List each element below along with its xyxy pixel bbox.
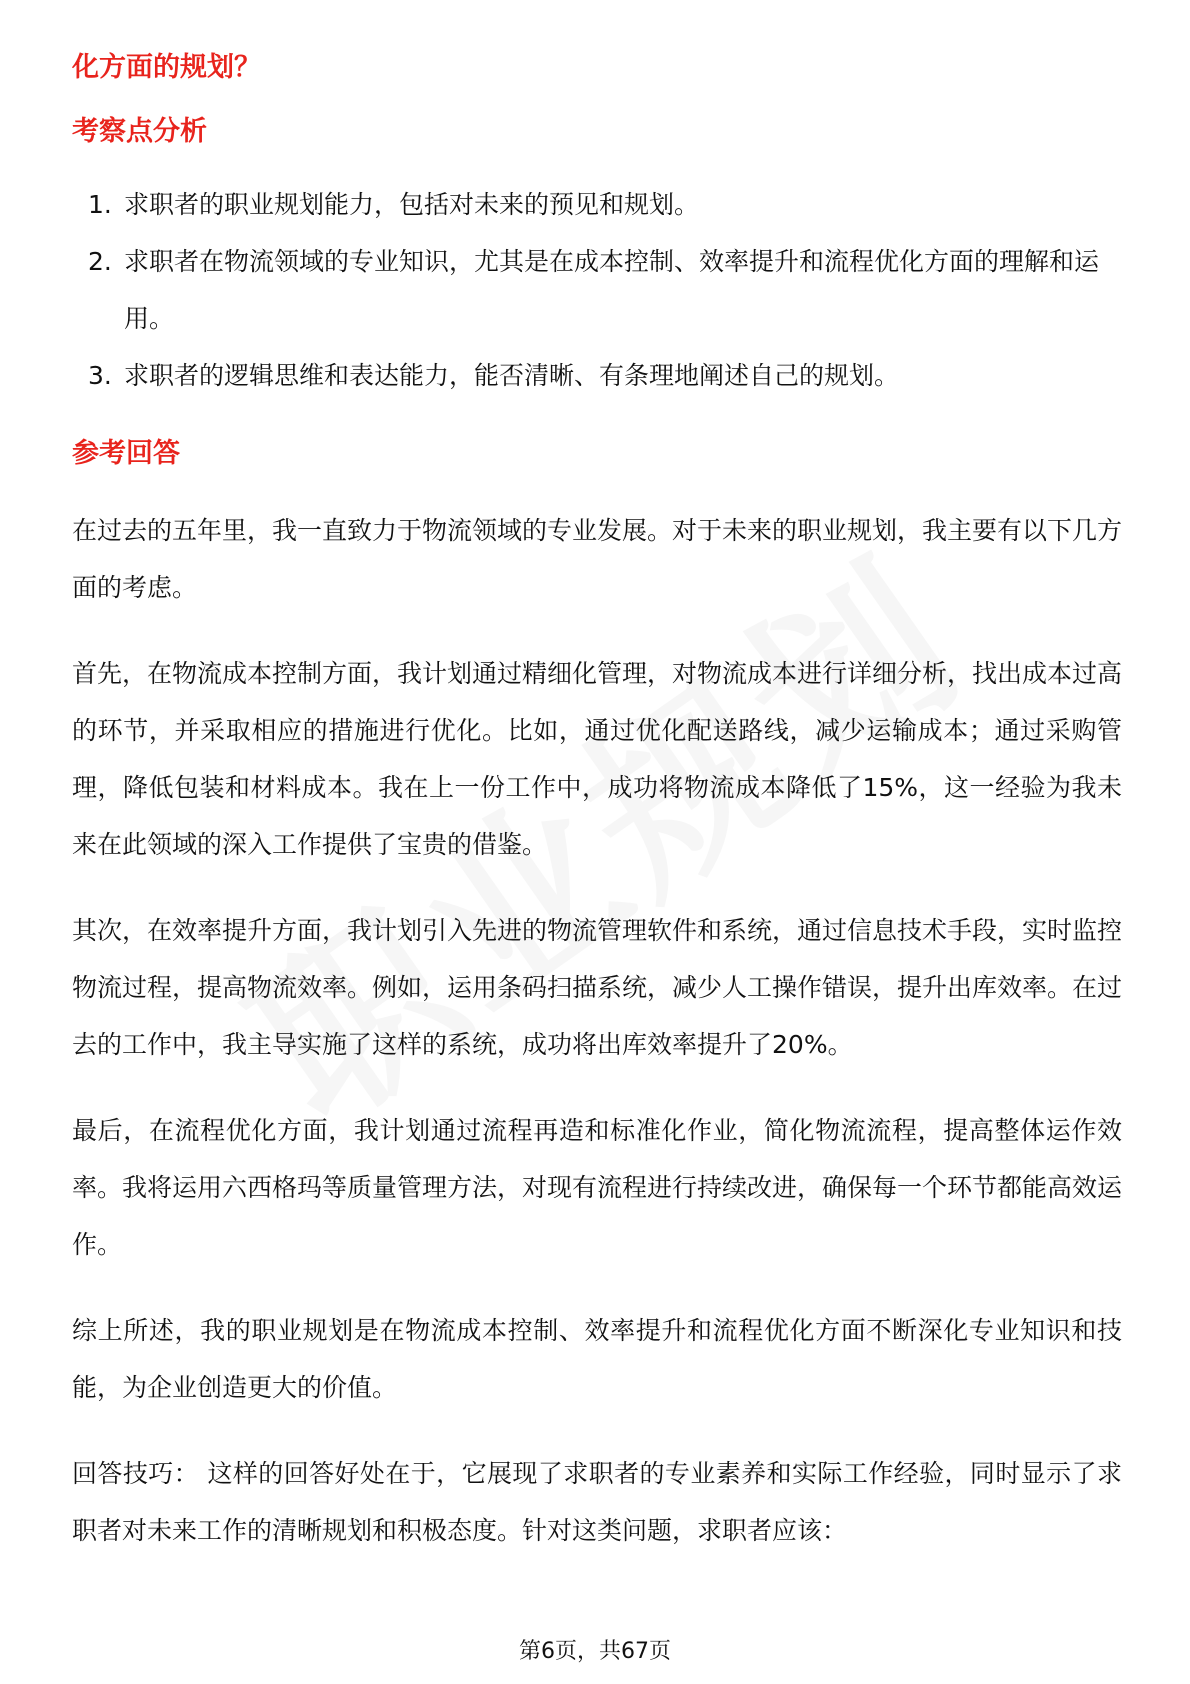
list-number: 2. xyxy=(88,247,112,276)
answer-paragraph-process: 最后，在流程优化方面，我计划通过流程再造和标准化作业，简化物流流程，提高整体运作效率。我将运用六西格玛等质量管理方法，对现有流程进行持续改进，确保每一个环节都能高效运作。 xyxy=(72,1116,1123,1259)
answer-paragraph-summary: 综上所述，我的职业规划是在物流成本控制、效率提升和流程优化方面不断深化专业知识和技能，为企业创造更大的价值。 xyxy=(72,1316,1122,1402)
list-item xyxy=(72,347,1122,404)
answer-paragraph-intro: 在过去的五年里，我一直致力于物流领域的专业发展。对于未来的职业规划，我主要有以下几方面的考虑。 xyxy=(72,516,1123,602)
answer-paragraph-cost: 首先，在物流成本控制方面，我计划通过精细化管理，对物流成本进行详细分析，找出成本过高的环节，并采取相应的措施进行优化。比如，通过优化配送路线，减少运输成本；通过采购管理，降低包装和材料成本。我在上一份工作中，成功将物流成本降低了15%，这一经验为我未来在此领域的深入工作提供了宝贵的借鉴。 xyxy=(72,659,1123,859)
document-content xyxy=(72,48,1122,1588)
question-title-continuation: 化方面的规划？ xyxy=(72,52,261,83)
list-item-text: 求职者的职业规划能力，包括对未来的预见和规划。 xyxy=(124,190,700,219)
analysis-list xyxy=(72,176,1122,404)
list-item xyxy=(72,233,1122,347)
list-item-text: 求职者的逻辑思维和表达能力，能否清晰、有条理地阐述自己的规划。 xyxy=(124,361,900,390)
page-number: 第6页，共67页 xyxy=(519,1639,671,1664)
list-number: 3. xyxy=(88,361,112,390)
answer-paragraph-efficiency: 其次，在效率提升方面，我计划引入先进的物流管理软件和系统，通过信息技术手段，实时监控物流过程，提高物流效率。例如，运用条码扫描系统，减少人工操作错误，提升出库效率。在过去的工作中，我主导实施了这样的系统，成功将出库效率提升了20%。 xyxy=(72,916,1123,1059)
list-item xyxy=(72,176,1122,233)
list-item-text: 求职者在物流领域的专业知识，尤其是在成本控制、效率提升和流程优化方面的理解和运用。 xyxy=(124,247,1100,333)
analysis-heading: 考察点分析 xyxy=(72,116,207,147)
answer-heading: 参考回答 xyxy=(72,438,180,469)
list-number: 1. xyxy=(88,190,112,219)
answer-tips-paragraph: 回答技巧： 这样的回答好处在于，它展现了求职者的专业素养和实际工作经验，同时显示了求职者对未来工作的清晰规划和积极态度。针对这类问题，求职者应该： xyxy=(72,1459,1122,1545)
